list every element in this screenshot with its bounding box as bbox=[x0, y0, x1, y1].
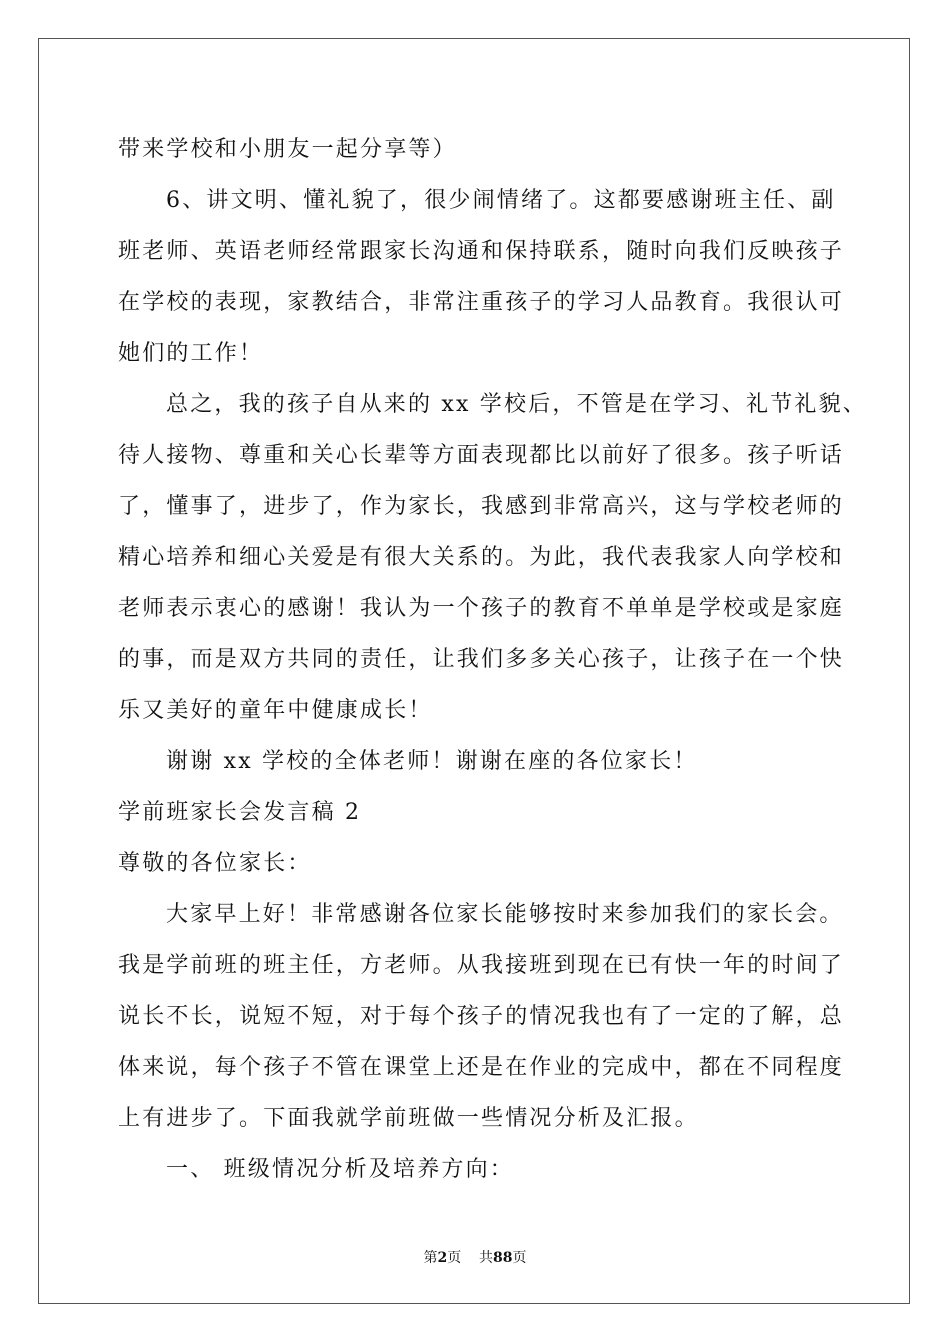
text-line: 尊敬的各位家长： bbox=[118, 851, 312, 876]
total-prefix: 共 bbox=[479, 1250, 494, 1266]
text-line: 精心培养和细心关爱是有很大关系的。为此，我代表我家人向学校和 bbox=[118, 545, 845, 570]
page-suffix: 页 bbox=[447, 1250, 462, 1266]
text-line: 待人接物、尊重和关心长辈等方面表现都比以前好了很多。孩子听话 bbox=[118, 443, 845, 468]
total-suffix: 页 bbox=[512, 1250, 527, 1266]
text-line: 总之，我的孩子自从来的 xx 学校后，不管是在学习、礼节礼貌、 bbox=[166, 392, 868, 417]
text-line: 她们的工作！ bbox=[118, 341, 264, 366]
text-line: 一、 班级情况分析及培养方向： bbox=[166, 1157, 514, 1182]
text-line: 6、讲文明、懂礼貌了，很少闹情绪了。这都要感谢班主任、副 bbox=[166, 188, 836, 213]
text-line: 的事，而是双方共同的责任，让我们多多关心孩子，让孩子在一个快 bbox=[118, 647, 845, 672]
text-line: 在学校的表现，家教结合，非常注重孩子的学习人品教育。我很认可 bbox=[118, 290, 845, 315]
text-line: 乐又美好的童年中健康成长！ bbox=[118, 698, 433, 723]
text-line: 大家早上好！非常感谢各位家长能够按时来参加我们的家长会。 bbox=[166, 902, 844, 927]
text-line: 上有进步了。下面我就学前班做一些情况分析及汇报。 bbox=[118, 1106, 699, 1131]
total-pages: 88 bbox=[493, 1250, 513, 1266]
text-line: 我是学前班的班主任，方老师。从我接班到现在已有快一年的时间了 bbox=[118, 953, 845, 978]
text-line: 班老师、英语老师经常跟家长沟通和保持联系，随时向我们反映孩子 bbox=[118, 239, 845, 264]
text-line: 说长不长，说短不短，对于每个孩子的情况我也有了一定的了解，总 bbox=[118, 1004, 845, 1029]
page-footer bbox=[0, 1247, 950, 1267]
document-body bbox=[118, 124, 868, 1195]
text-line: 了，懂事了，进步了，作为家长，我感到非常高兴，这与学校老师的 bbox=[118, 494, 845, 519]
text-line: 老师表示衷心的感谢！我认为一个孩子的教育不单单是学校或是家庭 bbox=[118, 596, 845, 621]
text-line: 谢谢 xx 学校的全体老师！谢谢在座的各位家长！ bbox=[166, 749, 698, 774]
page-number: 2 bbox=[437, 1250, 448, 1266]
page-prefix: 第 bbox=[423, 1250, 438, 1266]
text-line: 学前班家长会发言稿 2 bbox=[118, 800, 362, 825]
text-line: 带来学校和小朋友一起分享等） bbox=[118, 137, 457, 162]
text-line: 体来说，每个孩子不管在课堂上还是在作业的完成中，都在不同程度 bbox=[118, 1055, 845, 1080]
